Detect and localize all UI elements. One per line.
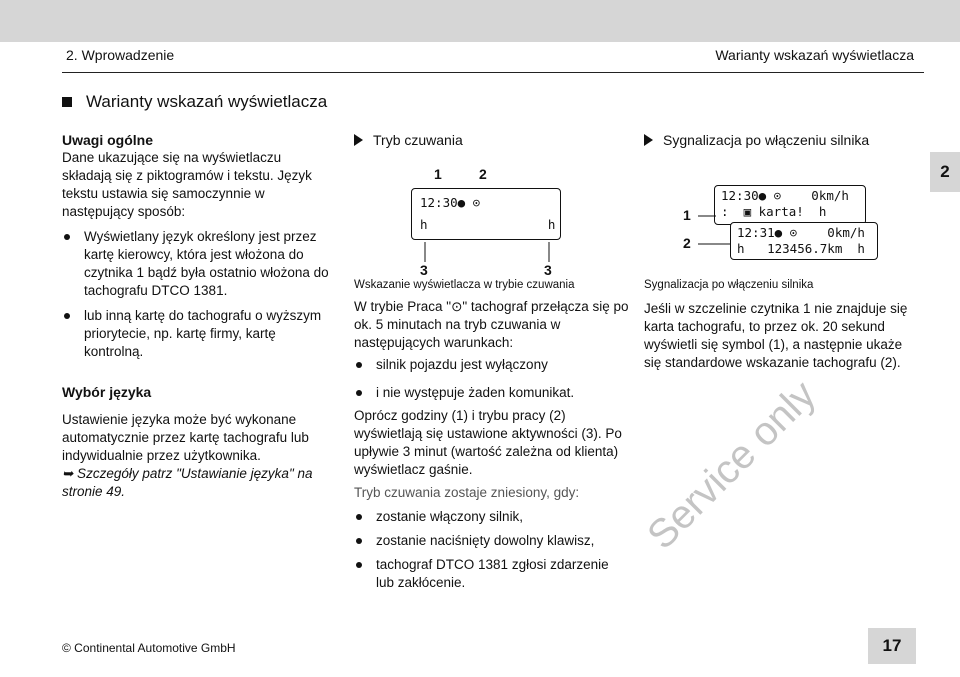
list-item: Wyświetlany język określony jest przez kartę kierowcy, która jest włożona do czytnika 1 bądź była ostatnio włożona do tachografu DTCO 1381. <box>62 228 332 300</box>
header-divider <box>62 72 924 73</box>
triangle-arrow-icon <box>644 134 653 146</box>
copyright-footer: © Continental Automotive GmbH <box>62 641 236 655</box>
list-item: zostanie naciśnięty dowolny klawisz, <box>354 532 629 550</box>
general-notes-heading: Uwagi ogólne <box>62 132 153 148</box>
section-title-text: Warianty wskazań wyświetlacza <box>86 92 328 111</box>
chapter-header: 2. Wprowadzenie <box>66 47 175 63</box>
callout-lines <box>696 208 732 248</box>
list-item: zostanie włączony silnik, <box>354 508 629 526</box>
standby-lcd-display <box>411 188 561 240</box>
lcd-line: : ▣ karta! h <box>721 204 827 219</box>
column-standby-mode <box>354 131 629 149</box>
general-notes-intro: Dane ukazujące się na wyświetlaczu składają się z piktogramów i tekstu. Język tekstu ustawia się samoczynnie w następujący sposób: <box>62 150 312 219</box>
display-label-1: 1 <box>434 166 442 182</box>
standby-exit-list <box>354 508 629 592</box>
watermark: Service only <box>639 372 825 558</box>
lcd-line: h h <box>420 217 556 232</box>
language-selection-text: Ustawienie języka może być wykonane automatycznie przez kartę tachografu lub indywidualnie przez użytkownika. <box>62 412 309 463</box>
triangle-arrow-icon <box>354 134 363 146</box>
standby-conditions-list <box>354 356 629 402</box>
display-label-3b: 3 <box>544 262 552 278</box>
column-general-notes <box>62 131 332 501</box>
chapter-tab: 2 <box>930 152 960 192</box>
lcd-display-standard <box>730 222 878 260</box>
top-bar <box>0 0 960 42</box>
ignition-heading-text: Sygnalizacja po włączeniu silnika <box>663 132 870 148</box>
standby-paragraph-2: Oprócz godziny (1) i trybu pracy (2) wyświetlają się ustawione aktywności (3). Po upływie 3 minut (wartość zależna od klienta) wyświetlacz gaśnie. <box>354 408 622 477</box>
list-item: tachograf DTCO 1381 zgłosi zdarzenie lub zakłócenie. <box>354 556 629 592</box>
ignition-body: Jeśli w szczelinie czytnika 1 nie znajduje się karta tachografu, to przez ok. 20 sekund wyświetli się symbol (1), a następnie ukaże się standardowe wskazanie tachografu (2). <box>644 301 908 370</box>
cross-reference-link[interactable]: ➥ Szczegóły patrz "Ustawianie języka" na stronie 49. <box>62 466 313 499</box>
list-item: i nie występuje żaden komunikat. <box>354 384 629 402</box>
lcd-line: 12:31● ⊙ 0km/h <box>737 225 865 240</box>
standby-heading-text: Tryb czuwania <box>373 132 463 148</box>
lcd-line: h 123456.7km h <box>737 241 865 256</box>
column-ignition-signal <box>644 131 919 149</box>
display-label-2: 2 <box>683 235 691 251</box>
standby-heading <box>354 131 629 149</box>
language-selection-heading: Wybór języka <box>62 384 152 400</box>
display-label-2: 2 <box>479 166 487 182</box>
page-number: 17 <box>868 628 916 664</box>
display-label-1: 1 <box>683 207 691 223</box>
lcd-line: 12:30● ⊙ 0km/h <box>721 188 849 203</box>
square-bullet-icon <box>62 97 72 107</box>
ignition-heading <box>644 131 919 149</box>
section-header: Warianty wskazań wyświetlacza <box>715 47 914 63</box>
display-label-3a: 3 <box>420 262 428 278</box>
lcd-display-no-card <box>714 185 866 225</box>
standby-caption: Wskazanie wyświetlacza w trybie czuwania <box>354 279 575 291</box>
list-item: lub inną kartę do tachografu o wyższym priorytecie, np. kartę firmy, kartę kontrolną. <box>62 307 332 361</box>
standby-body <box>354 298 629 592</box>
standby-paragraph-1: W trybie Praca "⊙" tachograf przełącza się po ok. 5 minutach na tryb czuwania w następujących warunkach: <box>354 299 629 350</box>
list-item: silnik pojazdu jest wyłączony <box>354 356 629 374</box>
section-title <box>62 92 327 112</box>
ignition-caption: Sygnalizacja po włączeniu silnika <box>644 279 814 291</box>
standby-paragraph-3: Tryb czuwania zostaje zniesiony, gdy: <box>354 485 580 500</box>
callout-lines <box>410 240 570 266</box>
lcd-line: 12:30● ⊙ <box>420 195 481 210</box>
language-rules-list <box>62 228 332 361</box>
